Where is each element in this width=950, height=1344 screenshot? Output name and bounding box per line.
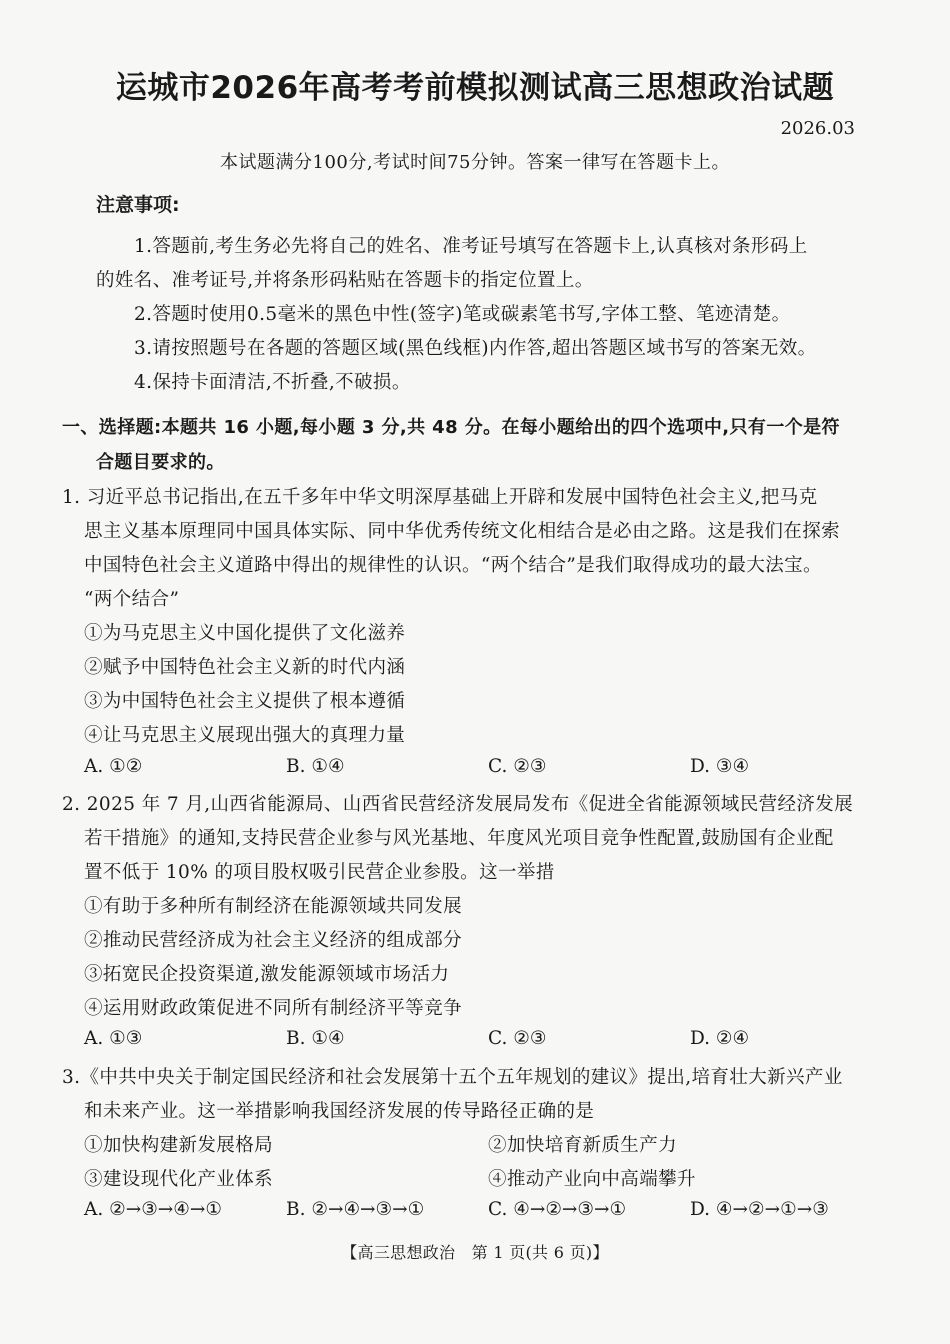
- question-1-stem: “两个结合”: [84, 589, 180, 610]
- question-1-stem: 思主义基本原理同中国具体实际、同中华优秀传统文化相结合是必由之路。这是我们在探索: [84, 521, 841, 542]
- question-3-choice-d[interactable]: D. ④→②→①→③: [690, 1199, 829, 1220]
- question-1-choice-d[interactable]: D. ③④: [690, 756, 750, 777]
- question-3-statement: ②加快培育新质生产力: [488, 1135, 678, 1156]
- question-1-statement: ③为中国特色社会主义提供了根本遵循: [84, 691, 406, 712]
- question-3-choice-c[interactable]: C. ④→②→③→①: [488, 1199, 627, 1220]
- question-1-choice-a[interactable]: A. ①②: [84, 756, 143, 777]
- exam-intro: 本试题满分100分,考试时间75分钟。答案一律写在答题卡上。: [220, 152, 730, 173]
- question-2-choice-d[interactable]: D. ②④: [690, 1028, 750, 1049]
- question-1-statement: ②赋予中国特色社会主义新的时代内涵: [84, 657, 406, 678]
- question-2-stem: 若干措施》的通知,支持民营企业参与风光基地、年度风光项目竞争性配置,鼓励国有企业配: [84, 828, 834, 849]
- question-1-statement: ④让马克思主义展现出强大的真理力量: [84, 725, 406, 746]
- exam-title: 运城市2026年高考考前模拟测试高三思想政治试题: [115, 70, 835, 106]
- question-2-choice-b[interactable]: B. ①④: [286, 1028, 345, 1049]
- exam-date: 2026.03: [780, 118, 855, 139]
- question-1-stem: 1. 习近平总书记指出,在五千多年中华文明深厚基础上开辟和发展中国特色社会主义,把马克: [62, 487, 818, 508]
- notice-item: 3.请按照题号在各题的答题区域(黑色线框)内作答,超出答题区域书写的答案无效。: [134, 338, 817, 359]
- section-heading: 一、选择题:本题共 16 小题,每小题 3 分,共 48 分。在每小题给出的四个选项中,只有一个是符: [62, 417, 840, 438]
- notice-title: 注意事项:: [96, 194, 180, 216]
- question-3-choice-a[interactable]: A. ②→③→④→①: [84, 1199, 222, 1220]
- question-1-choice-c[interactable]: C. ②③: [488, 756, 547, 777]
- question-2-stem: 2. 2025 年 7 月,山西省能源局、山西省民营经济发展局发布《促进全省能源领域民营经济发展: [62, 794, 854, 815]
- question-2-stem: 置不低于 10% 的项目股权吸引民营企业参股。这一举措: [84, 862, 555, 883]
- question-1-stem: 中国特色社会主义道路中得出的规律性的认识。“两个结合”是我们取得成功的最大法宝。: [84, 555, 822, 576]
- question-1-statement: ①为马克思主义中国化提供了文化滋养: [84, 623, 406, 644]
- page-footer: 【高三思想政治 第 1 页(共 6 页)】: [341, 1243, 609, 1262]
- notice-item: 2.答题时使用0.5毫米的黑色中性(签字)笔或碳素笔书写,字体工整、笔迹清楚。: [134, 304, 791, 325]
- question-2-statement: ③拓宽民企投资渠道,激发能源领域市场活力: [84, 964, 450, 985]
- question-1-choice-b[interactable]: B. ①④: [286, 756, 345, 777]
- question-2-choice-c[interactable]: C. ②③: [488, 1028, 547, 1049]
- question-3-stem: 和未来产业。这一举措影响我国经济发展的传导路径正确的是: [84, 1101, 595, 1122]
- question-2-statement: ④运用财政政策促进不同所有制经济平等竞争: [84, 998, 463, 1019]
- question-3-statement: ①加快构建新发展格局: [84, 1135, 274, 1156]
- question-3-stem: 3.《中共中央关于制定国民经济和社会发展第十五个五年规划的建议》提出,培育壮大新兴产业: [62, 1067, 843, 1088]
- notice-item: 1.答题前,考生务必先将自己的姓名、准考证号填写在答题卡上,认真核对条形码上: [134, 236, 808, 257]
- question-3-statement: ④推动产业向中高端攀升: [488, 1169, 696, 1190]
- question-3-statement: ③建设现代化产业体系: [84, 1169, 274, 1190]
- notice-item: 4.保持卡面清洁,不折叠,不破损。: [134, 372, 411, 393]
- question-2-statement: ②推动民营经济成为社会主义经济的组成部分: [84, 930, 463, 951]
- notice-item: 的姓名、准考证号,并将条形码粘贴在答题卡的指定位置上。: [96, 270, 594, 291]
- question-3-choice-b[interactable]: B. ②→④→③→①: [286, 1199, 425, 1220]
- question-2-statement: ①有助于多种所有制经济在能源领域共同发展: [84, 896, 463, 917]
- section-heading-cont: 合题目要求的。: [96, 452, 225, 473]
- question-2-choice-a[interactable]: A. ①③: [84, 1028, 143, 1049]
